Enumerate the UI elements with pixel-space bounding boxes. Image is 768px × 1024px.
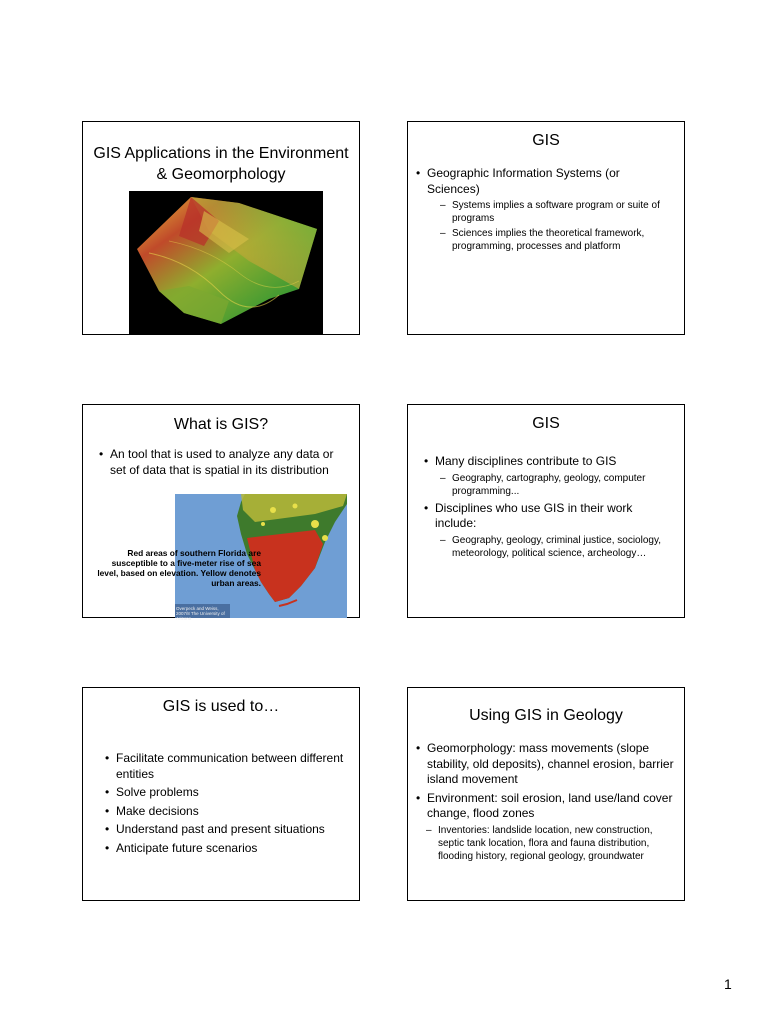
sub-list — [440, 472, 672, 498]
image-caption: Red areas of southern Florida are susceptible to a five-meter rise of sea level, based on elevation. Yellow denotes urban areas. — [97, 548, 261, 588]
list-item: • An tool that is used to analyze any data or set of data that is spatial in its distribution — [91, 447, 347, 478]
slide-title: What is GIS? — [173, 416, 269, 433]
bullet-list — [408, 741, 684, 863]
list-item: • Facilitate communication between different entities — [97, 751, 347, 782]
slide-title: GIS Applications in the Environment & Geomorphology — [93, 145, 349, 183]
sub-list — [440, 199, 674, 253]
bullet-list — [408, 166, 684, 253]
list-item: – Inventories: landslide location, new construction, septic tank location, flora and fauna distribution, flooding history, regional geology, groundwater — [426, 824, 678, 863]
slide-4 — [407, 404, 685, 618]
list-item: • Geomorphology: mass movements (slope stability, old deposits), channel erosion, barrier island movement — [408, 741, 678, 788]
slide-title: GIS — [532, 415, 560, 432]
sub-list — [426, 824, 678, 863]
image-credit: Overpeck and Weiss, 2007/8 The University of Arizona — [176, 606, 225, 621]
bullet-list — [83, 447, 359, 478]
list-item: • Environment: soil erosion, land use/land cover change, flood zones – Inventories: landslide location, new construction, septic tank location, flora and fauna distribution, flooding history, regional geology, groundwater — [408, 791, 678, 863]
slide-title: GIS is used to… — [162, 698, 280, 715]
terrain-image — [129, 191, 323, 334]
list-item: – Geography, geology, criminal justice, sociology, meteorology, political science, archeology… — [440, 534, 672, 560]
list-item: • Anticipate future scenarios — [97, 841, 347, 857]
list-item: – Sciences implies the theoretical framework, programming, processes and platform — [440, 227, 674, 253]
slide-6 — [407, 687, 685, 901]
list-item: • Many disciplines contribute to GIS – Geography, cartography, geology, computer programming... — [416, 454, 672, 498]
list-item: • Make decisions — [97, 804, 347, 820]
slide-3 — [82, 404, 360, 621]
list-item: • Understand past and present situations — [97, 822, 347, 838]
slide-1 — [82, 121, 360, 335]
list-item: – Systems implies a software program or suite of programs — [440, 199, 674, 225]
page-number: 1 — [724, 976, 732, 992]
slide-2 — [407, 121, 685, 335]
slide-title: Using GIS in Geology — [469, 707, 623, 724]
slide-5 — [82, 687, 360, 901]
list-item: – Geography, cartography, geology, computer programming... — [440, 472, 672, 498]
slide-title: GIS — [532, 132, 560, 149]
list-item: • Geographic Information Systems (or Sciences) – Systems implies a software program or suite of programs – Sciences implies the theoretical framework, programming, processes and platform — [408, 166, 674, 253]
bullet-list — [408, 454, 684, 560]
sub-list — [440, 534, 672, 560]
bullet-list — [83, 751, 359, 856]
list-item: • Disciplines who use GIS in their work include: – Geography, geology, criminal justice, sociology, meteorology, political science, archeology… — [416, 501, 672, 560]
list-item: • Solve problems — [97, 785, 347, 801]
